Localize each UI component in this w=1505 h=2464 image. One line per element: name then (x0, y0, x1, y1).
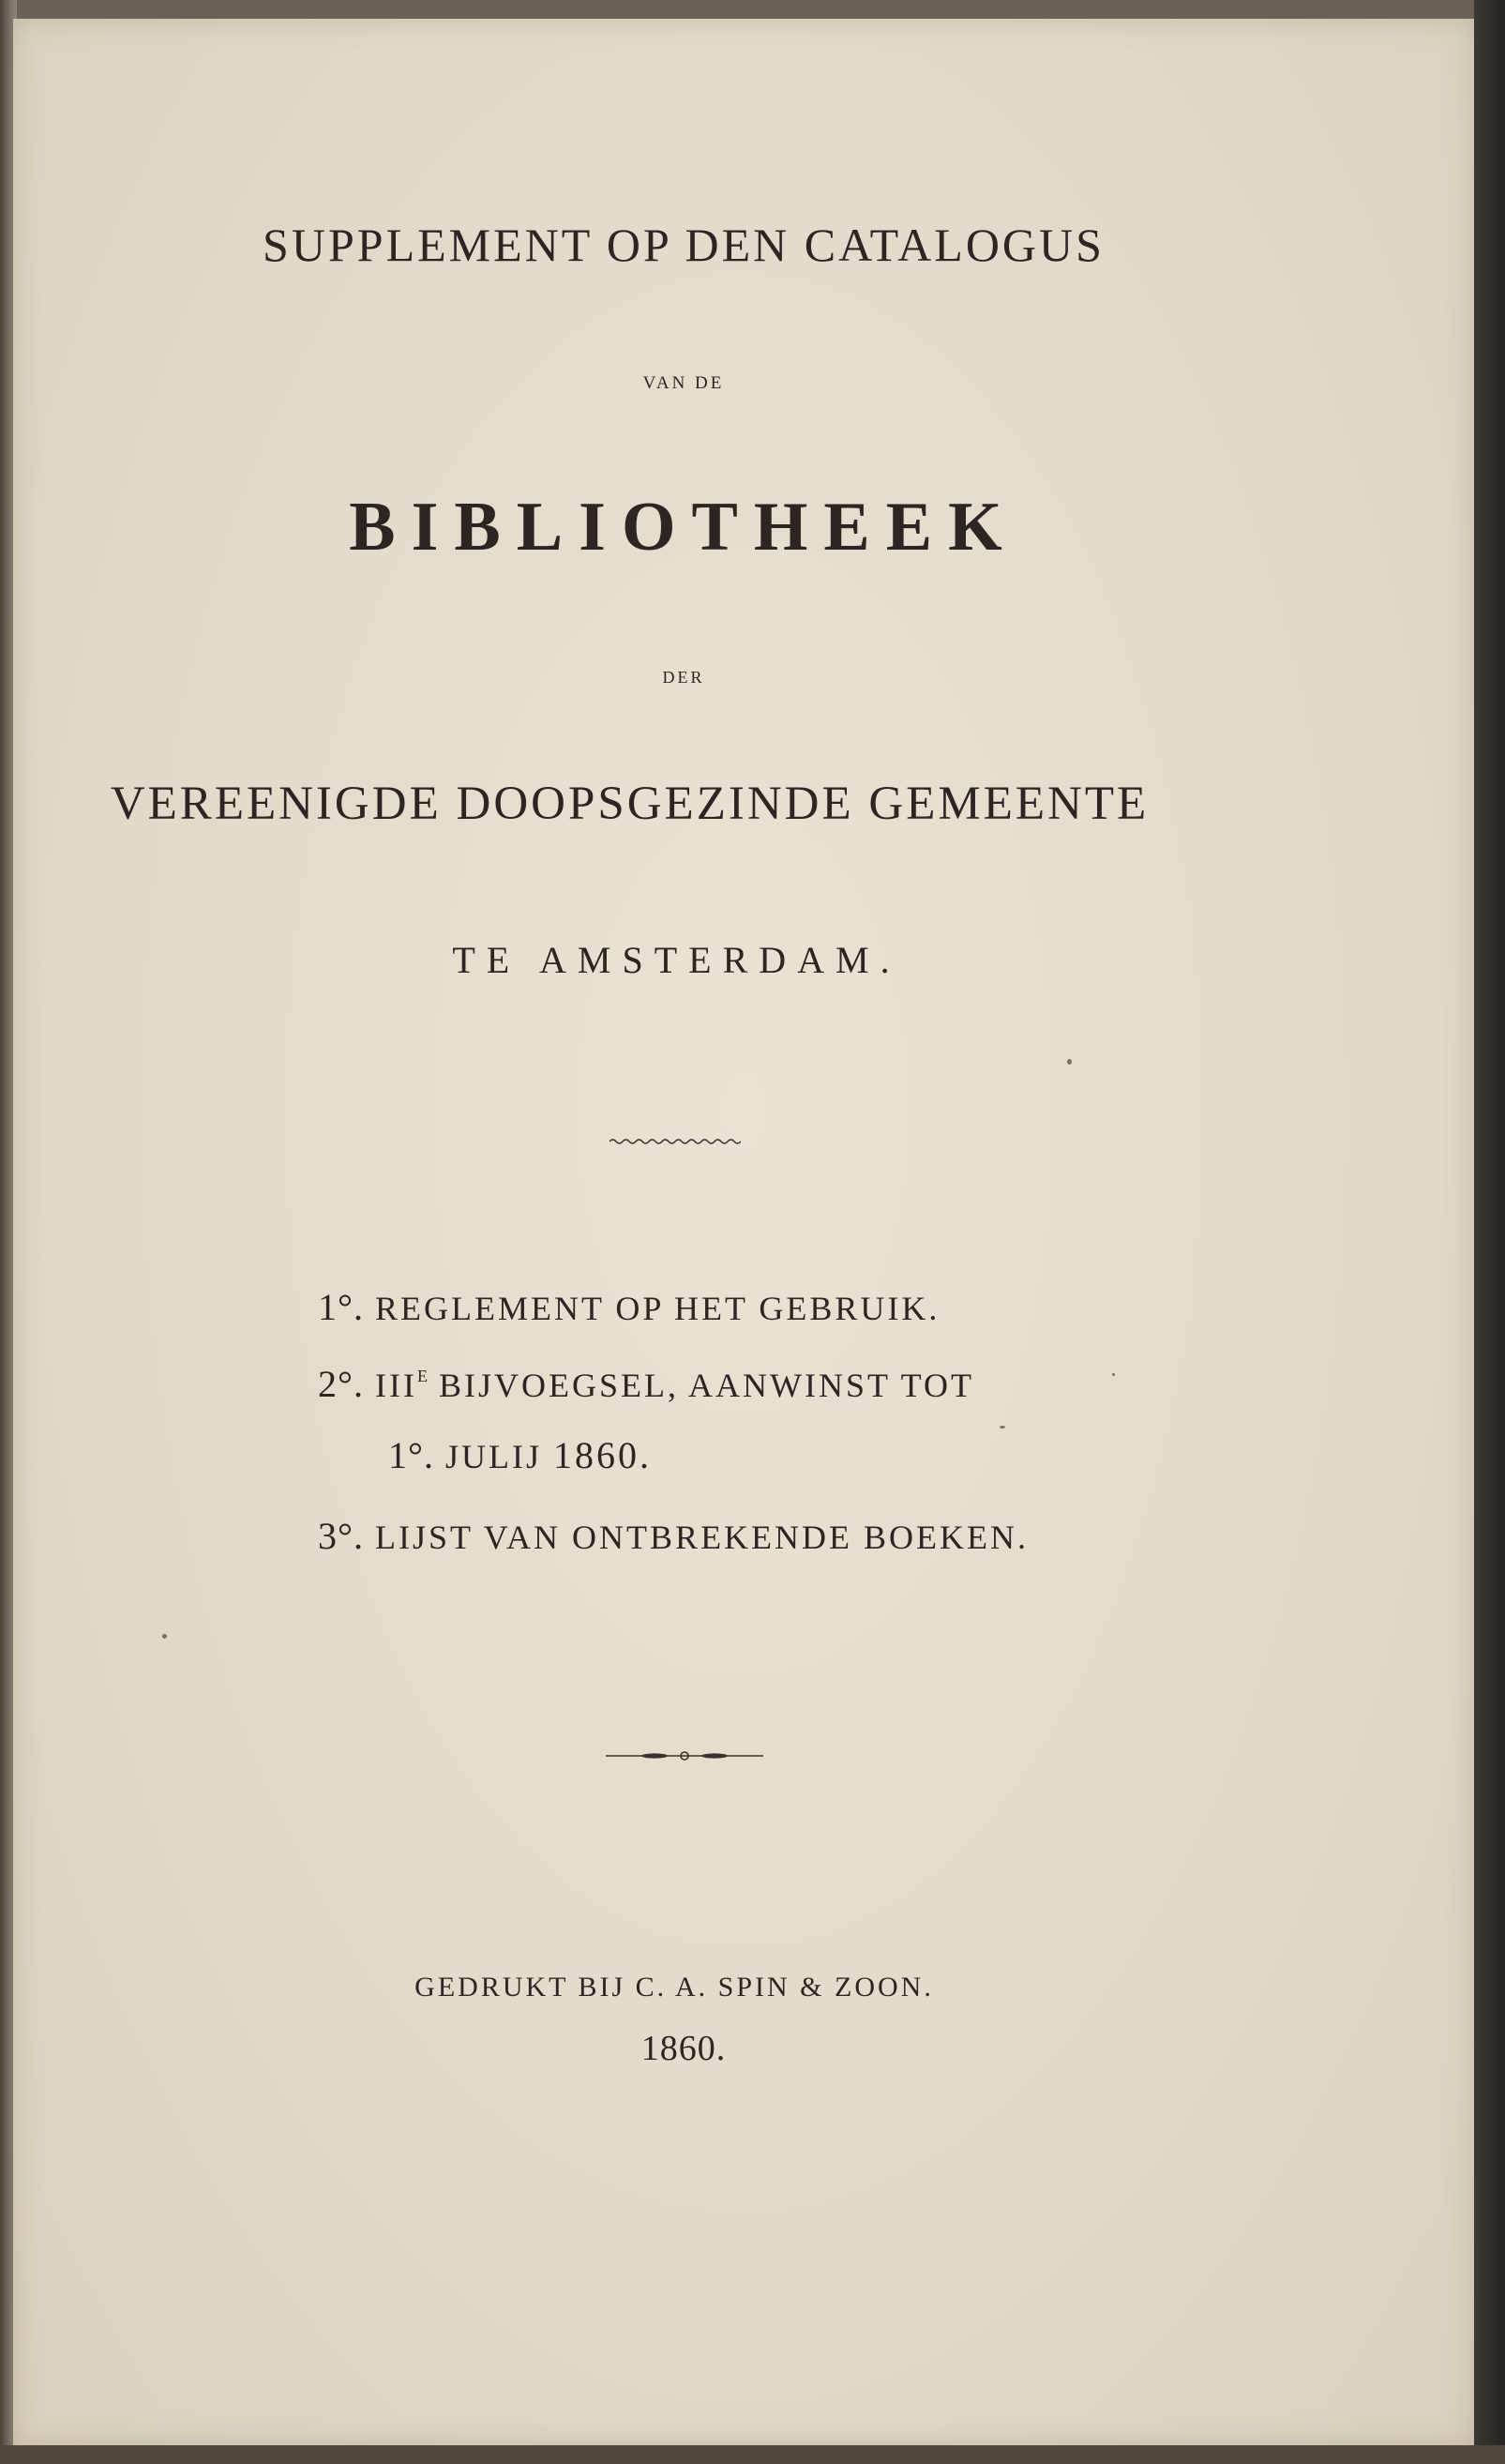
item-text: REGLEMENT OP HET GEBRUIK. (375, 1290, 941, 1327)
roman-superscript: E (416, 1367, 428, 1385)
item-year: 1860. (553, 1434, 652, 1476)
paper-speck (1000, 1426, 1005, 1429)
paper-speck (1067, 1059, 1072, 1065)
item-number: 2°. (318, 1363, 364, 1405)
item-number: 1°. (318, 1286, 364, 1328)
roman-numeral: III (375, 1367, 417, 1404)
book-bottom-edge (0, 2445, 1505, 2464)
book-cover-edge (1474, 0, 1505, 2464)
title-gemeente: VEREENIGDE DOOPSGEZINDE GEMEENTE (110, 778, 1150, 830)
title-city: TE AMSTERDAM. (452, 939, 901, 981)
title-der: DER (662, 668, 705, 687)
contents-item-2-continuation (388, 1433, 652, 1477)
imprint-year: 1860. (640, 2029, 727, 2068)
title-bibliotheek: BIBLIOTHEEK (349, 489, 1018, 566)
contents-item-3 (318, 1514, 1029, 1558)
item-text: JULIJ (445, 1438, 542, 1475)
contents-item-2 (318, 1362, 974, 1406)
item-text: BIJVOEGSEL, AANWINST TOT (438, 1367, 974, 1404)
title-van-de: VAN DE (642, 373, 725, 393)
title-supplement: SUPPLEMENT OP DEN CATALOGUS (263, 219, 1105, 271)
paper-speck (162, 1634, 167, 1639)
paper-speck (1112, 1373, 1115, 1376)
item-number: 3°. (318, 1515, 364, 1557)
dash-dot-rule-ornament (606, 1746, 763, 1765)
title-page (13, 19, 1474, 2445)
wavy-rule-ornament (610, 1137, 741, 1146)
item-text: LIJST VAN ONTBREKENDE BOEKEN. (375, 1519, 1030, 1556)
imprint-printer: GEDRUKT BIJ C. A. SPIN & ZOON. (414, 1972, 934, 2003)
contents-item-1 (318, 1285, 940, 1329)
item-number: 1°. (388, 1434, 434, 1476)
